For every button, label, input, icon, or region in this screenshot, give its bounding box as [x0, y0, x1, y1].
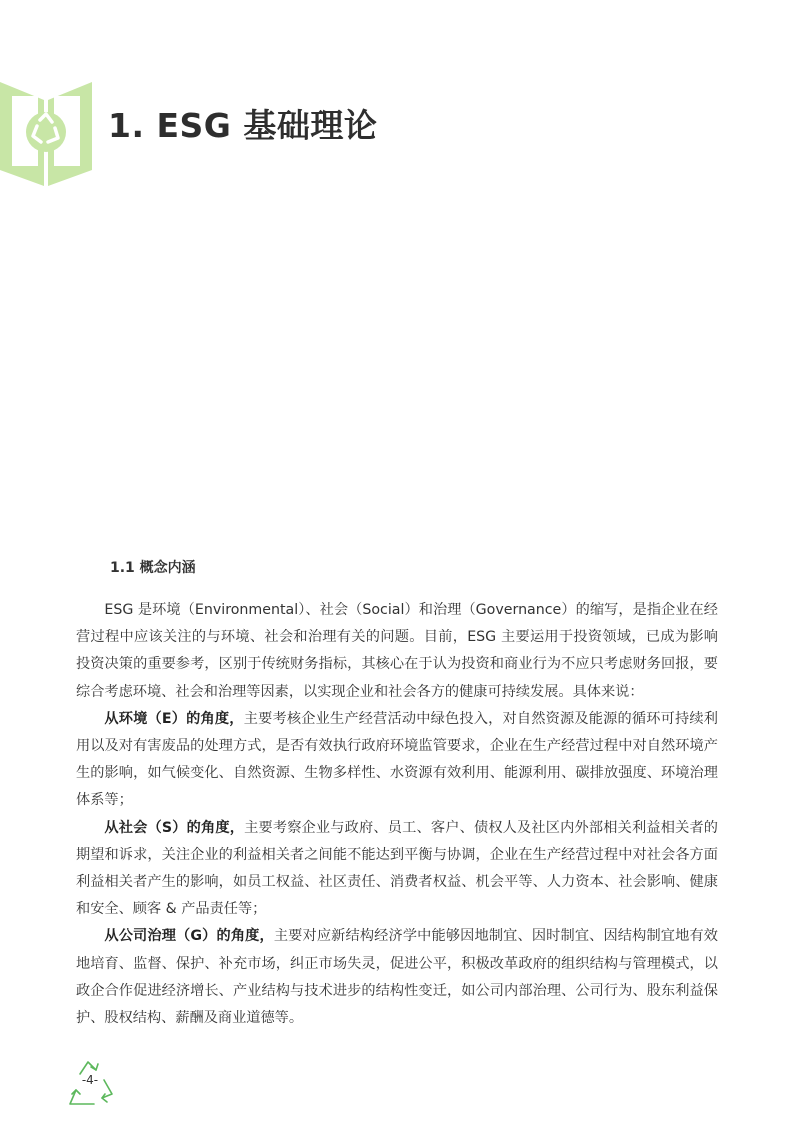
governance-paragraph [76, 923, 718, 1032]
social-body: 主要考察企业与政府、员工、客户、债权人及社区内外部相关利益相关者的期望和诉求，关注企业的利益相关者之间能不能达到平衡与协调，企业在生产经营过程中对社会各方面利益相关者产生的影响，如员工权益、社区责任、消费者权益、机会平等、人力资本、社会影响、健康和安全、顾客 & 产品责任等； [76, 819, 718, 918]
environment-body: 主要考核企业生产经营活动中绿色投入，对自然资源及能源的循环可持续利用以及对有害废品的处理方式，是否有效执行政府环境监管要求，企业在生产经营过程中对自然环境产生的影响，如气候变化、自然资源、生物多样性、水资源有效利用、能源利用、碳排放强度、环境治理体系等； [76, 710, 718, 809]
social-paragraph [76, 815, 718, 924]
intro-paragraph: ESG 是环境（Environmental）、社会（Social）和治理（Governance）的缩写，是指企业在经营过程中应该关注的与环境、社会和治理有关的问题。目前，ESG 主要运用于投资领域，已成为影响投资决策的重要参考，区别于传统财务指标，其核心在于认为投资和商业行为不应只考虑财务回报，要综合考虑环境、社会和治理等因素，以实现企业和社会各方的健康可持续发展。具体来说： [76, 602, 718, 700]
recycle-book-icon [0, 74, 92, 188]
body-text [76, 597, 718, 1032]
chapter-title: 1. ESG 基础理论 [108, 106, 378, 145]
environment-lead: 从环境（E）的角度， [104, 710, 244, 727]
section-heading: 1.1 概念内涵 [110, 560, 196, 576]
governance-lead: 从公司治理（G）的角度， [104, 928, 274, 945]
page-number: -4- [81, 1073, 99, 1087]
environment-paragraph [76, 706, 718, 815]
governance-body: 主要对应新结构经济学中能够因地制宜、因时制宜、因结构制宜地有效地培育、监督、保护、补充市场，纠正市场失灵，促进公平，积极改革政府的组织结构与管理模式，以政企合作促进经济增长、产业结构与技术进步的结构性变迁，如公司内部治理、公司行为、股东利益保护、股权结构、薪酬及商业道德等。 [76, 928, 718, 1027]
social-lead: 从社会（S）的角度， [104, 819, 245, 836]
page-footer [62, 1058, 118, 1110]
